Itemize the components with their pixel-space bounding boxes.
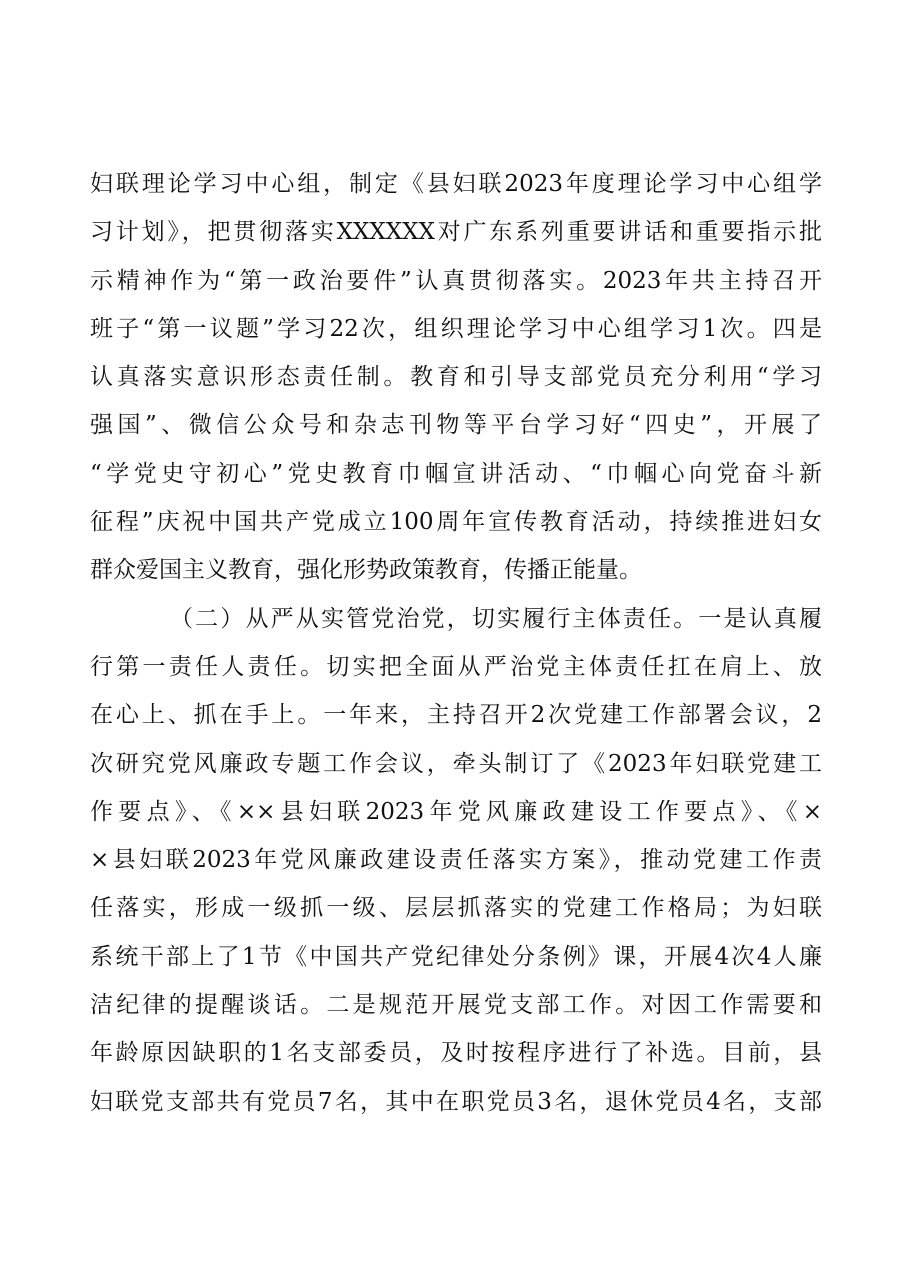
text-line: 习计划》，把贯彻落实XXXXXX对广东系列重要讲话和重要指示批 [90, 219, 822, 246]
text-line: 在心上、抓在手上。一年来，主持召开2次党建工作部署会议，2 [90, 702, 822, 729]
text-line: 妇联理论学习中心组，制定《县妇联2023年度理论学习中心组学 [90, 171, 822, 197]
text-line: ×县妇联2023年党风廉政建设责任落实方案》，推动党建工作责 [90, 847, 822, 874]
section-heading-line: （二）从严从实管党治党，切实履行主体责任。一是认真履 [170, 605, 822, 632]
text-line: 认真落实意识形态责任制。教育和引导支部党员充分利用“学习 [90, 364, 822, 391]
text-line: 洁纪律的提醒谈话。二是规范开展党支部工作。对因工作需要和 [90, 992, 822, 1019]
text-line: 行第一责任人责任。切实把全面从严治党主体责任扛在肩上、放 [90, 653, 822, 680]
text-line-paragraph-end: 群众爱国主义教育，强化形势政策教育，传播正能量。 [90, 557, 642, 584]
text-line: 次研究党风廉政专题工作会议，牵头制订了《2023年妇联党建工 [90, 750, 822, 777]
text-line: “学党史守初心”党史教育巾帼宣讲活动、“巾帼心向党奋斗新 [90, 460, 822, 487]
text-line: 强国”、微信公众号和杂志刊物等平台学习好“四史”，开展了 [90, 412, 822, 439]
text-line: 班子“第一议题”学习22次，组织理论学习中心组学习1次。四是 [90, 315, 822, 342]
body-text [90, 160, 822, 1126]
text-line: 妇联党支部共有党员7名，其中在职党员3名，退休党员4名，支部 [90, 1088, 822, 1115]
text-line: 示精神作为“第一政治要件”认真贯彻落实。2023年共主持召开 [90, 267, 822, 294]
text-line: 任落实，形成一级抓一级、层层抓落实的党建工作格局；为妇联 [90, 895, 822, 922]
text-line: 系统干部上了1节《中国共产党纪律处分条例》课，开展4次4人廉 [90, 943, 822, 970]
text-line: 征程”庆祝中国共产党成立100周年宣传教育活动，持续推进妇女 [90, 509, 822, 536]
text-line: 作要点》、《××县妇联2023年党风廉政建设工作要点》、《× [90, 798, 822, 825]
text-line: 年龄原因缺职的1名支部委员，及时按程序进行了补选。目前，县 [90, 1040, 822, 1067]
